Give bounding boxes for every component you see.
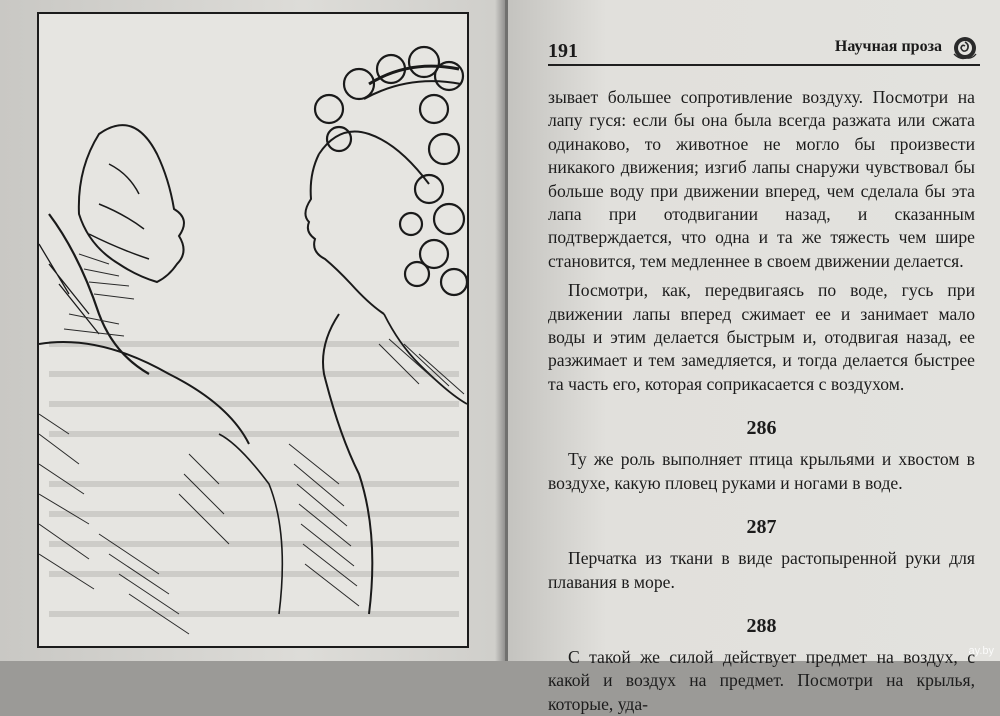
section-number: 287: [746, 516, 777, 539]
illustration-frame: [37, 12, 469, 648]
youth-hair: [315, 47, 467, 295]
section-number: 286: [746, 417, 777, 440]
section-text: Перчатка из ткани в виде растопыренной руки для плавания в море.: [548, 548, 975, 592]
old-man-figure: [39, 125, 249, 444]
drapery-shading: [179, 339, 464, 606]
rose-ornament-icon: [950, 34, 980, 62]
sketch-illustration: [39, 14, 467, 646]
paragraph: зывает большее сопротивление воздуху. Посмотри на лапу гуся: если бы она была всегда разжата или сжата одинаково, то животное не могло бы произвести никакого движения; изгиб лапы снаружи чувствовал бы больше воду при движении вперед, чем сделала бы эта лапа при отодвигании назад, и сказанным подтверждается, что одна и та же тяжесть чем шире становится, тем медленнее в своем движении делается.: [548, 87, 975, 271]
section-text: С такой же силой действует предмет на воздух, с какой и воздух на предмет. Посмотри на крылья, которые, уда-: [548, 646, 975, 714]
paragraph: Посмотри, как, передвигаясь по воде, гусь при движении лапы вперед сжимает ее и занимает мало воды и этим делается быстрым и, отодвигая назад, ее разжимает и тем замедляется, и тогда делается быстрее та часть его, которая соприкасается с воздухом.: [548, 280, 975, 394]
section-number: 288: [746, 614, 777, 637]
watermark: ay.by: [968, 645, 994, 657]
section-text: Ту же роль выполняет птица крыльями и хвостом в воздухе, какую пловец руками и ногами в воде.: [548, 449, 975, 493]
section-title: Научная проза: [834, 38, 942, 55]
running-head: [548, 34, 980, 66]
body-text: [548, 86, 975, 716]
left-page: [0, 0, 505, 661]
page-number: 191: [548, 40, 578, 62]
